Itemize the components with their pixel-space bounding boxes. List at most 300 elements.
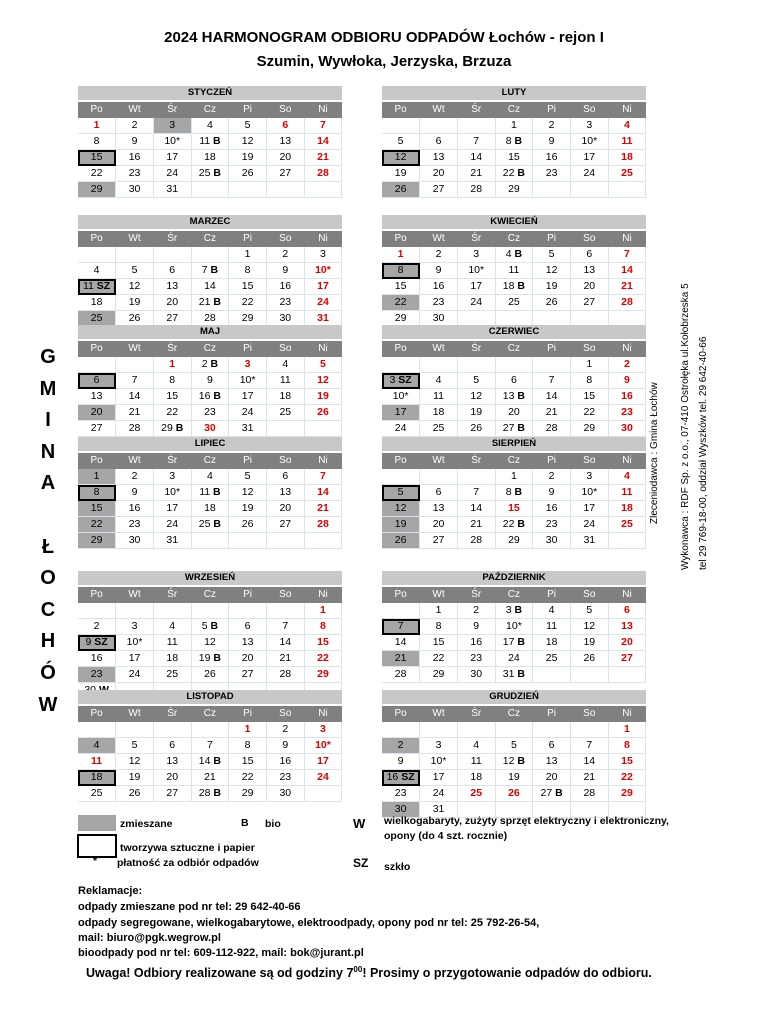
day-cell bbox=[78, 603, 116, 619]
day-cell: 24 bbox=[420, 786, 458, 802]
day-cell bbox=[608, 182, 646, 198]
weekday-header: So bbox=[570, 341, 608, 357]
day-cell: 3 bbox=[420, 738, 458, 754]
day-cell: 26 bbox=[570, 651, 608, 667]
month-table bbox=[382, 341, 646, 437]
day-cell: 20 bbox=[229, 651, 267, 667]
day-cell bbox=[229, 182, 267, 198]
month-calendar bbox=[78, 325, 342, 437]
day-cell: 31 bbox=[229, 421, 267, 437]
day-cell: 15 bbox=[495, 501, 533, 517]
legend-mixed-label: zmieszane bbox=[120, 818, 173, 830]
week-row bbox=[78, 166, 342, 182]
weekday-header: Wt bbox=[116, 453, 154, 469]
day-cell: 4 bbox=[78, 263, 116, 279]
day-cell: 5 bbox=[533, 247, 571, 263]
weekday-header: So bbox=[570, 453, 608, 469]
day-cell: 21 bbox=[608, 279, 646, 295]
legend-b-symbol: B bbox=[241, 817, 249, 829]
day-cell: 14 B bbox=[191, 754, 229, 770]
day-cell: 28 bbox=[533, 421, 571, 437]
day-cell: 25 bbox=[78, 786, 116, 802]
complaints-line2: odpady segregowane, wielkogabarytowe, elektroodpady, opony pod nr tel: 25 792-26-54, bbox=[78, 917, 540, 929]
weekday-header: Po bbox=[382, 587, 420, 603]
day-cell: 25 bbox=[153, 667, 191, 683]
day-cell: 17 bbox=[570, 150, 608, 166]
weekday-header: Ni bbox=[304, 453, 342, 469]
day-cell: 1 bbox=[570, 357, 608, 373]
day-cell bbox=[116, 603, 154, 619]
day-cell bbox=[382, 357, 420, 373]
week-row bbox=[382, 722, 646, 738]
day-cell: 23 bbox=[420, 295, 458, 311]
day-cell: 22 bbox=[78, 517, 116, 533]
month-calendar bbox=[382, 437, 646, 549]
day-cell: 18 bbox=[78, 770, 116, 786]
day-cell: 19 bbox=[570, 635, 608, 651]
day-cell: 9 bbox=[608, 373, 646, 389]
weekday-header: Śr bbox=[153, 587, 191, 603]
month-table bbox=[78, 706, 342, 802]
day-cell: 14 bbox=[457, 501, 495, 517]
month-calendar bbox=[382, 325, 646, 437]
weekday-header: Pi bbox=[229, 102, 267, 118]
day-cell: 2 bbox=[608, 357, 646, 373]
weekday-header: Ni bbox=[304, 231, 342, 247]
weekday-header: Śr bbox=[457, 587, 495, 603]
month-table bbox=[382, 102, 646, 198]
legend-mixed-swatch bbox=[78, 815, 116, 831]
day-cell: 25 bbox=[420, 421, 458, 437]
day-cell: 9 bbox=[382, 754, 420, 770]
day-cell: 9 bbox=[457, 619, 495, 635]
day-cell: 31 bbox=[570, 533, 608, 549]
week-row bbox=[382, 134, 646, 150]
week-row bbox=[78, 134, 342, 150]
day-cell bbox=[304, 533, 342, 549]
day-cell: 24 bbox=[153, 517, 191, 533]
day-cell: 17 bbox=[304, 279, 342, 295]
month-table bbox=[382, 231, 646, 327]
month-table bbox=[78, 102, 342, 198]
weekday-header: Po bbox=[78, 587, 116, 603]
week-row bbox=[382, 389, 646, 405]
day-cell: 11 SZ bbox=[78, 279, 116, 295]
week-row bbox=[78, 501, 342, 517]
day-cell bbox=[420, 118, 458, 134]
month-calendar bbox=[382, 215, 646, 327]
day-cell: 20 bbox=[420, 166, 458, 182]
day-cell: 21 bbox=[570, 770, 608, 786]
day-cell: 20 bbox=[420, 517, 458, 533]
weekday-header: Ni bbox=[304, 706, 342, 722]
day-cell: 2 bbox=[457, 603, 495, 619]
day-cell: 8 bbox=[570, 373, 608, 389]
day-cell bbox=[78, 247, 116, 263]
day-cell: 22 bbox=[420, 651, 458, 667]
day-cell: 20 bbox=[153, 770, 191, 786]
day-cell: 7 B bbox=[191, 263, 229, 279]
day-cell: 6 bbox=[608, 603, 646, 619]
day-cell: 10* bbox=[153, 134, 191, 150]
weekday-header: Śr bbox=[457, 341, 495, 357]
day-cell: 19 bbox=[229, 150, 267, 166]
day-cell bbox=[153, 722, 191, 738]
day-cell: 6 bbox=[570, 247, 608, 263]
weekday-header: Po bbox=[78, 231, 116, 247]
day-cell: 4 bbox=[153, 619, 191, 635]
day-cell: 24 bbox=[382, 421, 420, 437]
day-cell: 18 bbox=[608, 150, 646, 166]
month-table bbox=[78, 341, 342, 437]
weekday-header: Pi bbox=[229, 706, 267, 722]
day-cell: 31 bbox=[153, 182, 191, 198]
day-cell: 1 bbox=[153, 357, 191, 373]
day-cell: 2 bbox=[382, 738, 420, 754]
day-cell: 14 bbox=[533, 389, 571, 405]
month-name: PAŹDZIERNIK bbox=[382, 571, 646, 585]
day-cell: 11 bbox=[78, 754, 116, 770]
day-cell: 16 bbox=[116, 150, 154, 166]
day-cell: 28 bbox=[304, 517, 342, 533]
day-cell bbox=[266, 533, 304, 549]
day-cell: 15 bbox=[229, 279, 267, 295]
gmina-letter: W bbox=[38, 693, 58, 716]
day-cell: 6 bbox=[533, 738, 571, 754]
week-row bbox=[382, 295, 646, 311]
day-cell: 8 bbox=[78, 134, 116, 150]
day-cell: 10* bbox=[304, 738, 342, 754]
day-cell bbox=[382, 469, 420, 485]
day-cell: 20 bbox=[153, 295, 191, 311]
day-cell: 20 bbox=[78, 405, 116, 421]
day-cell: 30 bbox=[608, 421, 646, 437]
complaints-line4: bioodpady pod nr tel: 609-112-922, mail: bok@jurant.pl bbox=[78, 947, 364, 959]
day-cell: 25 bbox=[495, 295, 533, 311]
day-cell: 18 bbox=[191, 501, 229, 517]
weekday-header: Cz bbox=[495, 453, 533, 469]
day-cell: 9 bbox=[266, 263, 304, 279]
day-cell: 7 bbox=[533, 373, 571, 389]
day-cell bbox=[191, 533, 229, 549]
week-row bbox=[382, 150, 646, 166]
weekday-header: So bbox=[570, 231, 608, 247]
day-cell: 29 bbox=[304, 667, 342, 683]
day-cell: 24 bbox=[570, 517, 608, 533]
day-cell: 16 bbox=[533, 501, 571, 517]
day-cell: 25 bbox=[266, 405, 304, 421]
day-cell: 2 bbox=[420, 247, 458, 263]
weekday-header: Wt bbox=[420, 706, 458, 722]
day-cell: 2 bbox=[116, 469, 154, 485]
day-cell: 13 bbox=[229, 635, 267, 651]
weekday-header: Po bbox=[78, 706, 116, 722]
day-cell: 21 bbox=[457, 166, 495, 182]
day-cell: 3 bbox=[153, 118, 191, 134]
day-cell: 4 B bbox=[495, 247, 533, 263]
day-cell bbox=[533, 722, 571, 738]
day-cell: 14 bbox=[304, 134, 342, 150]
gmina-letter: I bbox=[45, 409, 51, 432]
day-cell: 13 B bbox=[495, 389, 533, 405]
gmina-letter: N bbox=[40, 440, 56, 463]
day-cell: 28 bbox=[116, 421, 154, 437]
day-cell: 4 bbox=[191, 118, 229, 134]
month-name: LIPIEC bbox=[78, 437, 342, 451]
day-cell: 3 bbox=[304, 722, 342, 738]
day-cell: 1 bbox=[495, 118, 533, 134]
gmina-letter: Ł bbox=[41, 535, 55, 558]
week-row bbox=[78, 667, 342, 683]
day-cell: 16 bbox=[420, 279, 458, 295]
day-cell: 17 B bbox=[495, 635, 533, 651]
week-row bbox=[78, 619, 342, 635]
day-cell: 27 bbox=[266, 517, 304, 533]
day-cell: 1 bbox=[495, 469, 533, 485]
weekday-header: So bbox=[570, 706, 608, 722]
weekday-header: Śr bbox=[457, 102, 495, 118]
day-cell: 13 bbox=[266, 485, 304, 501]
day-cell: 22 bbox=[382, 295, 420, 311]
day-cell: 30 bbox=[191, 421, 229, 437]
day-cell: 18 bbox=[191, 150, 229, 166]
day-cell: 21 bbox=[116, 405, 154, 421]
day-cell bbox=[608, 667, 646, 683]
day-cell: 16 SZ bbox=[382, 770, 420, 786]
day-cell: 14 bbox=[382, 635, 420, 651]
weekday-header: Cz bbox=[495, 706, 533, 722]
day-cell: 14 bbox=[457, 150, 495, 166]
day-cell: 29 bbox=[570, 421, 608, 437]
day-cell: 10* bbox=[457, 263, 495, 279]
day-cell: 29 bbox=[382, 311, 420, 327]
day-cell: 18 bbox=[420, 405, 458, 421]
day-cell: 11 bbox=[457, 754, 495, 770]
day-cell: 19 bbox=[382, 517, 420, 533]
day-cell: 11 bbox=[608, 134, 646, 150]
day-cell bbox=[570, 182, 608, 198]
day-cell: 13 bbox=[266, 134, 304, 150]
day-cell: 17 bbox=[116, 651, 154, 667]
day-cell: 26 bbox=[382, 533, 420, 549]
day-cell: 3 bbox=[153, 469, 191, 485]
day-cell: 8 B bbox=[495, 134, 533, 150]
gmina-letter: Ó bbox=[40, 661, 56, 684]
day-cell: 24 bbox=[116, 667, 154, 683]
day-cell: 13 bbox=[533, 754, 571, 770]
day-cell: 21 bbox=[304, 150, 342, 166]
day-cell: 23 bbox=[533, 517, 571, 533]
day-cell: 29 bbox=[495, 533, 533, 549]
day-cell: 13 bbox=[420, 150, 458, 166]
gmina-letter bbox=[30, 500, 66, 532]
weekday-header: Wt bbox=[116, 341, 154, 357]
week-row bbox=[382, 279, 646, 295]
week-row bbox=[78, 182, 342, 198]
day-cell: 3 bbox=[116, 619, 154, 635]
day-cell: 17 bbox=[382, 405, 420, 421]
day-cell bbox=[420, 722, 458, 738]
day-cell: 8 bbox=[153, 373, 191, 389]
day-cell: 8 bbox=[304, 619, 342, 635]
week-row bbox=[382, 738, 646, 754]
day-cell: 23 bbox=[116, 166, 154, 182]
day-cell bbox=[533, 667, 571, 683]
weekday-header: Pi bbox=[533, 231, 571, 247]
weekday-header: Ni bbox=[608, 341, 646, 357]
week-row bbox=[382, 533, 646, 549]
day-cell: 25 bbox=[457, 786, 495, 802]
weekday-header: So bbox=[266, 231, 304, 247]
day-cell: 15 bbox=[78, 150, 116, 166]
weekday-header: Śr bbox=[457, 453, 495, 469]
day-cell: 24 bbox=[570, 166, 608, 182]
contractor-line2: tel 29 769-18-00, oddział Wyszków tel. 29 642-40-66 bbox=[698, 336, 709, 570]
day-cell: 4 bbox=[533, 603, 571, 619]
weekday-header: Pi bbox=[533, 587, 571, 603]
day-cell: 29 bbox=[608, 786, 646, 802]
day-cell: 5 bbox=[229, 118, 267, 134]
day-cell bbox=[533, 182, 571, 198]
month-table bbox=[78, 453, 342, 549]
month-name: LISTOPAD bbox=[78, 690, 342, 704]
weekday-header: Cz bbox=[191, 341, 229, 357]
day-cell: 10* bbox=[153, 485, 191, 501]
weekday-header: Wt bbox=[116, 706, 154, 722]
day-cell bbox=[382, 722, 420, 738]
week-row bbox=[382, 501, 646, 517]
day-cell: 19 bbox=[382, 166, 420, 182]
weekday-header: Ni bbox=[608, 706, 646, 722]
weekday-header: Pi bbox=[229, 587, 267, 603]
day-cell: 13 bbox=[420, 501, 458, 517]
legend-sz-symbol: SZ bbox=[353, 856, 369, 870]
week-row bbox=[78, 770, 342, 786]
day-cell: 9 bbox=[266, 738, 304, 754]
week-row bbox=[382, 770, 646, 786]
day-cell: 25 bbox=[78, 311, 116, 327]
day-cell: 5 bbox=[382, 134, 420, 150]
week-row bbox=[382, 357, 646, 373]
day-cell: 28 B bbox=[191, 786, 229, 802]
day-cell bbox=[457, 722, 495, 738]
weekday-header: Wt bbox=[420, 102, 458, 118]
weekday-header: Wt bbox=[420, 341, 458, 357]
weekday-header: Pi bbox=[229, 453, 267, 469]
day-cell bbox=[78, 722, 116, 738]
day-cell: 1 bbox=[78, 118, 116, 134]
day-cell: 12 B bbox=[495, 754, 533, 770]
month-name: STYCZEŃ bbox=[78, 86, 342, 100]
day-cell: 4 bbox=[266, 357, 304, 373]
day-cell: 2 bbox=[533, 118, 571, 134]
warning-text: Uwaga! Odbiory realizowane są od godziny $7^{00}$! Prosimy o przygotowanie odpadów do odbioru. bbox=[86, 965, 652, 981]
week-row bbox=[78, 279, 342, 295]
day-cell: 27 bbox=[570, 295, 608, 311]
day-cell: 26 bbox=[191, 667, 229, 683]
weekday-header: So bbox=[266, 706, 304, 722]
gmina-vertical-label bbox=[30, 342, 66, 721]
day-cell bbox=[420, 469, 458, 485]
day-cell: 23 bbox=[457, 651, 495, 667]
week-row bbox=[78, 786, 342, 802]
day-cell bbox=[116, 357, 154, 373]
day-cell: 6 bbox=[78, 373, 116, 389]
day-cell: 12 bbox=[382, 150, 420, 166]
day-cell: 18 bbox=[608, 501, 646, 517]
day-cell bbox=[457, 357, 495, 373]
day-cell: 27 B bbox=[495, 421, 533, 437]
weekday-header: Wt bbox=[116, 231, 154, 247]
legend-star-symbol: * bbox=[93, 855, 98, 867]
day-cell: 8 bbox=[382, 263, 420, 279]
day-cell: 11 bbox=[533, 619, 571, 635]
day-cell: 7 bbox=[304, 469, 342, 485]
day-cell bbox=[382, 603, 420, 619]
weekday-header: So bbox=[266, 587, 304, 603]
legend-star-label: płatność za odbiór odpadów bbox=[117, 857, 259, 869]
day-cell: 22 bbox=[608, 770, 646, 786]
day-cell: 12 bbox=[570, 619, 608, 635]
weekday-header: Ni bbox=[608, 102, 646, 118]
day-cell: 9 bbox=[116, 134, 154, 150]
day-cell: 18 bbox=[78, 295, 116, 311]
day-cell: 14 bbox=[266, 635, 304, 651]
day-cell: 3 SZ bbox=[382, 373, 420, 389]
day-cell: 18 B bbox=[495, 279, 533, 295]
day-cell: 24 bbox=[304, 295, 342, 311]
day-cell: 15 bbox=[420, 635, 458, 651]
weekday-header: Po bbox=[78, 102, 116, 118]
day-cell: 16 B bbox=[191, 389, 229, 405]
week-row bbox=[78, 738, 342, 754]
day-cell: 9 bbox=[116, 485, 154, 501]
day-cell: 15 bbox=[153, 389, 191, 405]
day-cell: 16 bbox=[457, 635, 495, 651]
day-cell: 26 bbox=[229, 517, 267, 533]
day-cell: 25 B bbox=[191, 166, 229, 182]
day-cell: 13 bbox=[78, 389, 116, 405]
day-cell: 23 bbox=[382, 786, 420, 802]
day-cell: 25 B bbox=[191, 517, 229, 533]
day-cell: 22 bbox=[78, 166, 116, 182]
week-row bbox=[78, 651, 342, 667]
weekday-header: Ni bbox=[608, 231, 646, 247]
day-cell: 30 bbox=[116, 533, 154, 549]
weekday-header: Cz bbox=[495, 587, 533, 603]
contractor-line1: Wykonawca : RDF Sp. z o.o., 07-410 Ostrołęka ul.Kołobrzeska 5 bbox=[680, 283, 691, 570]
day-cell: 15 bbox=[382, 279, 420, 295]
day-cell: 3 bbox=[229, 357, 267, 373]
week-row bbox=[78, 373, 342, 389]
week-row bbox=[78, 754, 342, 770]
week-row bbox=[78, 357, 342, 373]
complaints-heading: Reklamacje: bbox=[78, 885, 143, 897]
day-cell: 15 bbox=[78, 501, 116, 517]
day-cell: 22 bbox=[229, 770, 267, 786]
week-row bbox=[78, 722, 342, 738]
day-cell: 14 bbox=[570, 754, 608, 770]
legend-w-label-2: opony (do 4 szt. rocznie) bbox=[384, 830, 508, 842]
weekday-header: Pi bbox=[533, 706, 571, 722]
day-cell: 19 bbox=[116, 770, 154, 786]
week-row bbox=[78, 603, 342, 619]
day-cell: 13 bbox=[153, 754, 191, 770]
day-cell: 17 bbox=[457, 279, 495, 295]
day-cell: 20 bbox=[570, 279, 608, 295]
day-cell: 16 bbox=[266, 279, 304, 295]
day-cell: 23 bbox=[78, 667, 116, 683]
